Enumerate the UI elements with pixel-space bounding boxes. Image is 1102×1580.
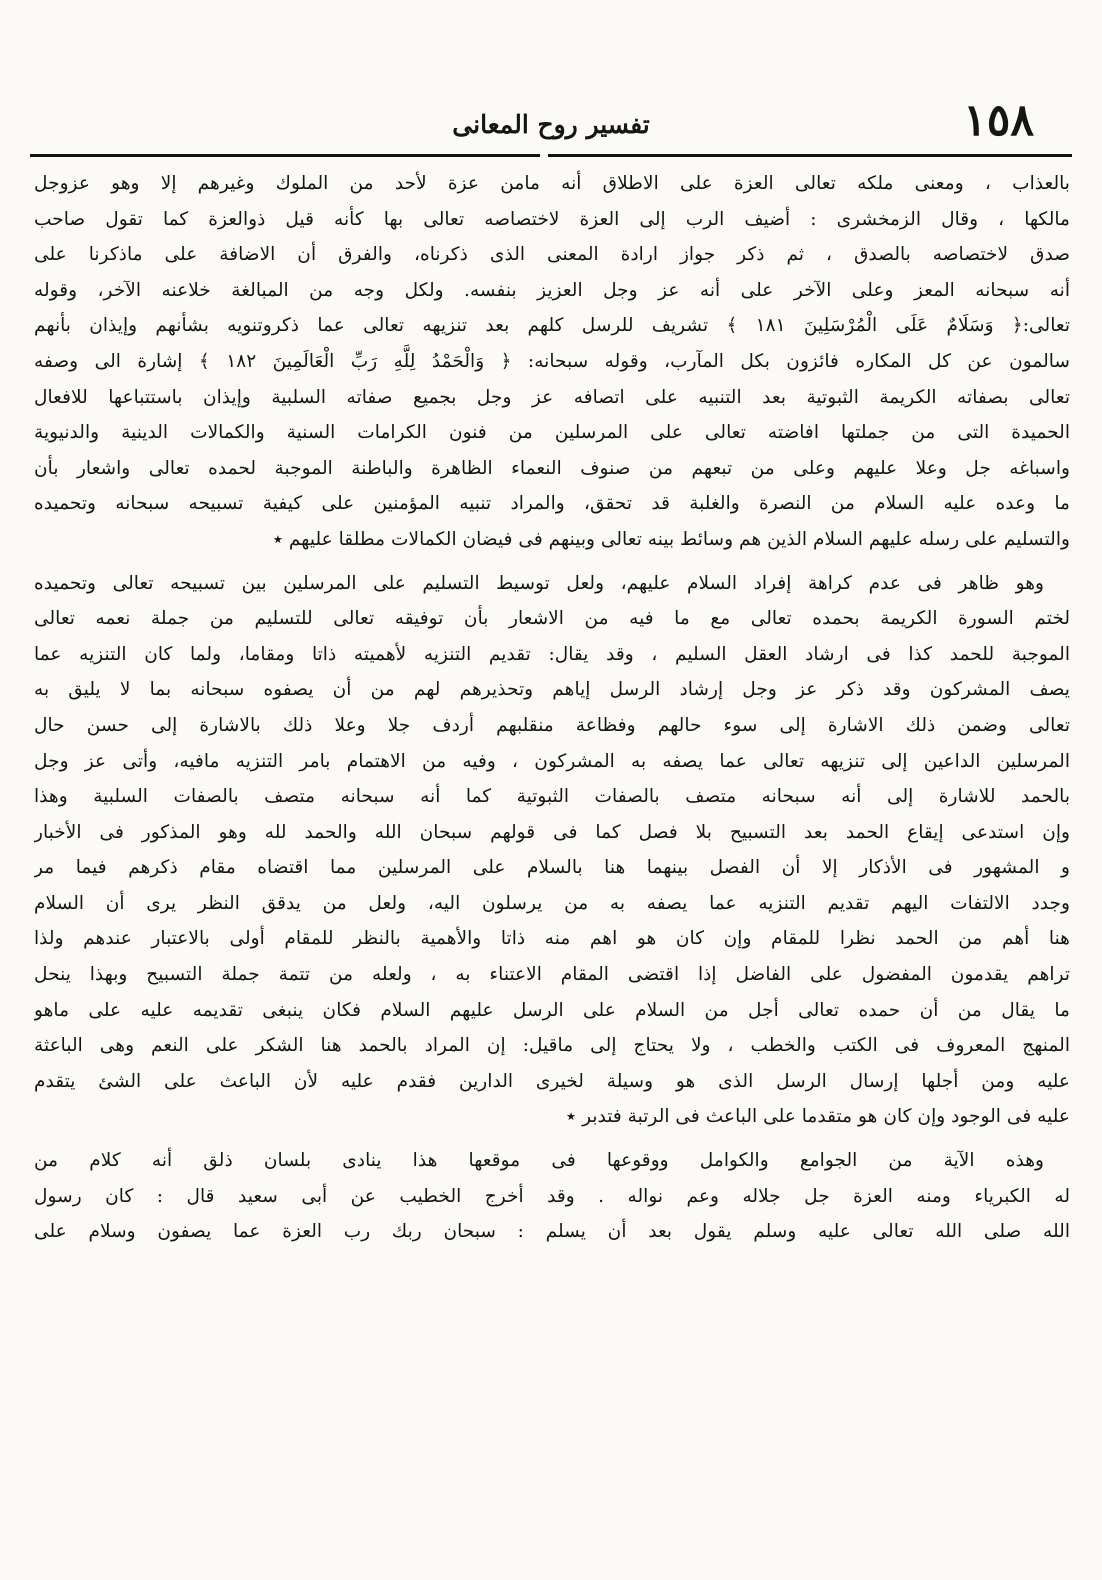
text-line: عليه فى الوجود وإن كان هو متقدما على الباعث فى الرتبة فتدبر ٭ bbox=[566, 1106, 1070, 1128]
paragraph-gap bbox=[34, 558, 1070, 566]
text-line: وإن استدعى إيقاع الحمد بعد التسبيح بلا فصل كما فى قولهم سبحان الله والحمد لله وهو المذكور فى الأخبار bbox=[34, 821, 1070, 843]
text-line: بالعذاب ، ومعنى ملكه تعالى العزة على الاطلاق أنه مامن عزة لأحد من الملوك وغيرهم إلا وهو عزوجل bbox=[34, 173, 1070, 194]
text-line: وهو ظاهر فى عدم كراهة إفراد السلام عليهم، ولعل توسيط التسليم على المرسلين بين تسبيحه تعالى وتحميده bbox=[34, 572, 1044, 594]
text-line: الحميدة التى من جملتها افاضته تعالى على المرسلين من فنون الكرامات السنية والكمالات الدينية والدنيوية bbox=[34, 422, 1070, 444]
text-line: ما يقال من أن حمده تعالى أجل من السلام على الرسل عليهم السلام فكان ينبغى تقديمه عليه على ماهو bbox=[34, 999, 1070, 1021]
text-line: تعالى بصفاته الكريمة الثبوتية بعد التنبيه على اتصافه عز وجل بجميع صفاته السلبية وإيذان باستتباعها للافعال bbox=[34, 386, 1070, 408]
paragraph bbox=[34, 1143, 1070, 1250]
header-rule-right bbox=[548, 154, 1072, 157]
page-header bbox=[30, 88, 1072, 148]
text-line: المرسلين الداعين إلى تنزيهه تعالى عما يصفه به المشركون ، وفيه من الاهتمام بامر التنزيه مافيه، وأتى عز وجل bbox=[34, 750, 1070, 772]
text-line: تراهم يقدمون المفضول على الفاضل إذا اقتضى المقام الاعتناء به ، ولعله من تتمة جملة التسبيح وبهذا ينحل bbox=[34, 964, 1070, 986]
paragraph-gap bbox=[34, 1135, 1070, 1143]
text-line: واسباغه جل وعلا عليهم وعلى من تبعهم من صنوف النعماء الظاهرة والباطنة الموجبة لحمده تعالى واشعار بأن bbox=[34, 457, 1070, 479]
text-line: صدق لاختصاصه بالصدق ، ثم ذكر جواز ارادة المعنى الذى ذكرناه، والفرق أن الاضافة على ماذكرنا على bbox=[34, 244, 1070, 266]
text-body bbox=[34, 166, 1070, 1250]
text-line: سالمون عن كل المكاره فائزون بكل المآرب، وقوله سبحانه: ﴿ وَالْحَمْدُ لِلَّهِ رَبِّ الْعَالَمِينَ ١٨٢ ﴾ إشارة الى وصفه bbox=[34, 350, 1070, 372]
text-line: تعالى:﴿ وَسَلَامٌ عَلَى الْمُرْسَلِينَ ١٨١ ﴾ تشريف للرسل كلهم بعد تنزيهه تعالى عما ذكروتنويه بشأنهم وإيذان بأنهم bbox=[34, 315, 1070, 337]
running-title: تفسير روح المعانى bbox=[452, 110, 650, 139]
text-line: الموجبة للحمد كذا فى ارشاد العقل السليم ، وقد يقال: تقديم التنزيه لأهميته ذاتا ومقاما، ولما كان التنزيه عما bbox=[34, 643, 1070, 665]
page-number: ١٥٨ bbox=[963, 95, 1034, 146]
text-line: المنهج المعروف فى الكتب والخطب ، ولا يحتاج إلى ماقيل: إن المراد بالحمد هنا الشكر على النعم وهى الباعثة bbox=[34, 1035, 1070, 1057]
text-line: والتسليم على رسله عليهم السلام الذين هم وسائط بينه تعالى وبينهم فى فيضان الكمالات مطلقا عليهم ٭ bbox=[272, 528, 1070, 550]
text-line: أنه سبحانه المعز وعلى الآخر على أنه عز وجل العزيز بنفسه. ولكل وجه من المبالغة خلاعنه الآخر، وقوله bbox=[34, 279, 1070, 301]
text-line: وجدد الالتفات اليهم تقديم التنزيه عما يصفه به من يرسلون اليه، ولعل من يدقق النظر يرى أن السلام bbox=[34, 892, 1070, 914]
text-line: تعالى وضمن ذلك الاشارة إلى سوء حالهم وفظاعة منقلبهم أردف جلا وعلا ذلك بالاشارة إلى حسن حال bbox=[34, 714, 1070, 736]
text-line: يصف المشركون وقد ذكر عز وجل إرشاد الرسل إياهم وتحذيرهم لهم من أن يصفوه سبحانه بما لا يليق به bbox=[34, 679, 1070, 701]
text-line: و المشهور فى الأذكار إلا أن الفصل بينهما هنا بالسلام على المرسلين مما اقتضاه مقام ذكرهم فيما مر bbox=[34, 857, 1070, 879]
text-line: له الكبرياء ومنه العزة جل جلاله وعم نواله . وقد أخرج الخطيب عن أبى سعيد قال : كان رسول bbox=[34, 1185, 1070, 1207]
paragraph bbox=[34, 566, 1070, 1136]
text-line: عليه ومن أجلها إرسال الرسل الذى هو وسيلة لخيرى الدارين فقدم عليه لأن الباعث على الشئ يتقدم bbox=[34, 1070, 1070, 1092]
text-line: هنا أهم من الحمد نظرا للمقام وإن كان هو اهم منه ذاتا والأهمية بالنظر للمقام أولى بالاعتبار عندهم ولذا bbox=[34, 928, 1070, 950]
text-line: الله صلى الله تعالى عليه وسلم يقول بعد أن يسلم : سبحان ربك رب العزة عما يصفون وسلام على bbox=[34, 1221, 1070, 1243]
text-line: ما وعده عليه السلام من النصرة والغلبة قد تحقق، والمراد تنبيه المؤمنين على كيفية تسبيحه سبحانه وتحميده bbox=[34, 493, 1070, 515]
paragraph bbox=[34, 166, 1070, 558]
text-line: بالحمد للاشارة إلى أنه سبحانه متصف بالصفات الثبوتية كما أنه سبحانه متصف بالصفات السلبية وهذا bbox=[34, 786, 1070, 808]
text-line: وهذه الآية من الجوامع والكوامل ووقوعها فى موقعها هذا ينادى بلسان ذلق أنه كلام من bbox=[34, 1150, 1044, 1172]
header-rule-left bbox=[30, 154, 540, 157]
text-line: مالكها ، وقال الزمخشرى : أضيف الرب إلى العزة لاختصاصه تعالى بها كأنه قيل ذوالعزة كما تقول صاحب bbox=[34, 208, 1070, 230]
text-line: لختم السورة الكريمة بحمده تعالى مع ما فيه من الاشعار بأن توفيقه تعالى للتسليم من جملة نعمه تعالى bbox=[34, 608, 1070, 630]
